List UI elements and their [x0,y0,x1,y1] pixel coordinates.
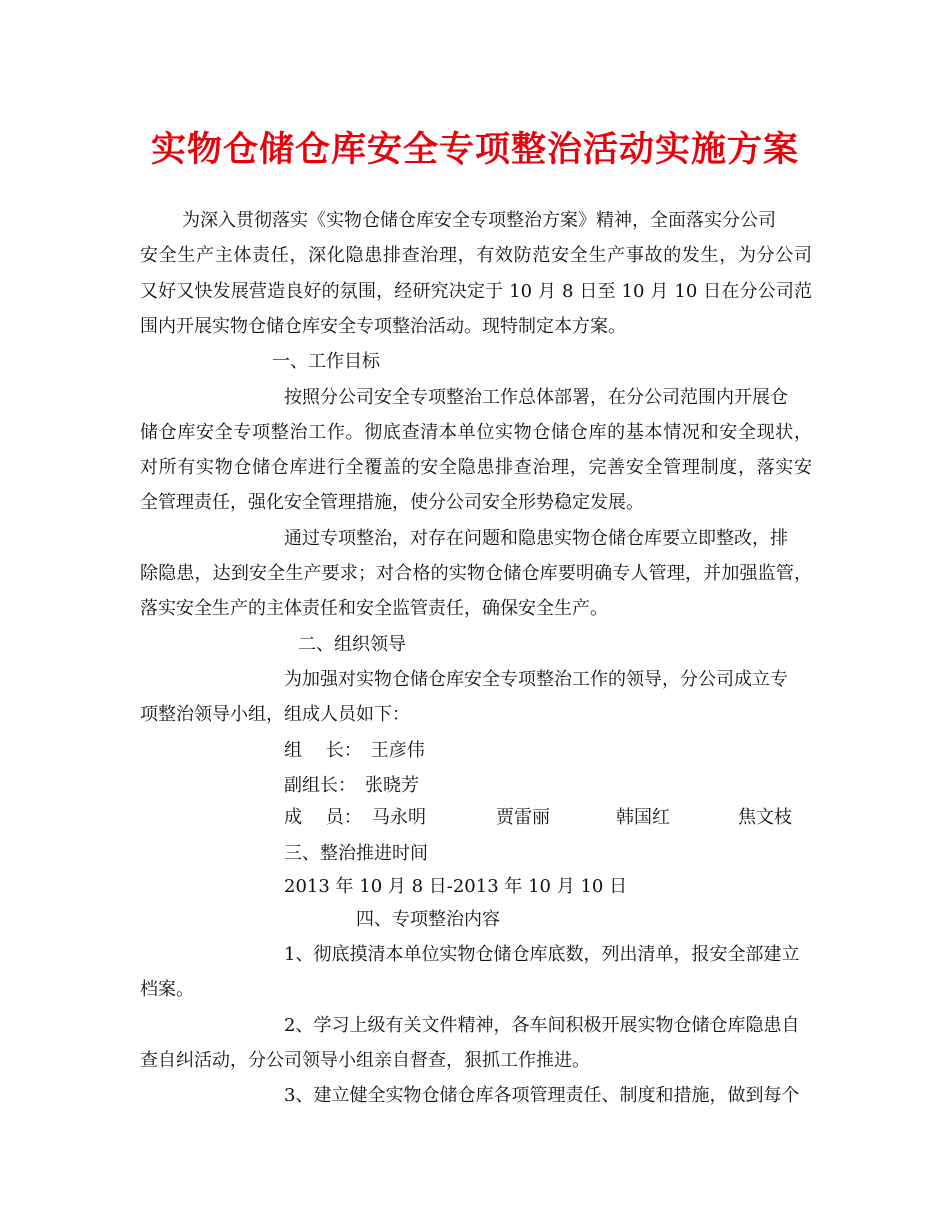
text-line: 通过专项整治，对存在问题和隐患实物仓储仓库要立即整改，排 [284,528,788,549]
members-label: 成 员： [284,807,362,828]
member-name: 焦文枝 [738,807,792,828]
document-title: 实物仓储仓库安全专项整治活动实施方案 [150,130,799,170]
leader-line: 组 长： 王彦伟 [284,740,425,761]
text-line: 为加强对实物仓储仓库安全专项整治工作的领导，分公司成立专 [284,669,788,690]
text-line: 储仓库安全专项整治工作。彻底查清本单位实物仓储仓库的基本情况和安全现状， [140,422,812,443]
text-line: 1、彻底摸清本单位实物仓储仓库底数，列出清单，报安全部建立 [284,944,800,965]
member-name: 贾雷丽 [496,807,550,828]
section-heading: 一、工作目标 [272,351,380,372]
text-line: 又好又快发展营造良好的氛围，经研究决定于 10 月 8 日至 10 月 10 日在分公司范 [140,281,812,302]
text-line: 对所有实物仓储仓库进行全覆盖的安全隐患排查治理，完善安全管理制度，落实安 [140,457,812,478]
text-line: 全管理责任，强化安全管理措施，使分公司安全形势稳定发展。 [140,492,644,513]
text-line: 档案。 [140,979,194,1000]
text-line: 查自纠活动，分公司领导小组亲自督查，狠抓工作推进。 [140,1050,590,1071]
section-heading: 四、专项整治内容 [356,909,500,930]
member-name: 马永明 [372,807,426,828]
text-line: 按照分公司安全专项整治工作总体部署，在分公司范围内开展仓 [284,387,788,408]
text-line: 落实安全生产的主体责任和安全监管责任，确保安全生产。 [140,598,608,619]
section-heading: 二、组织领导 [298,634,406,655]
text-line: 安全生产主体责任，深化隐患排查治理，有效防范安全生产事故的发生，为分公司 [140,245,812,266]
deputy-leader-line: 副组长： 张晓芳 [284,775,419,796]
section-heading: 三、整治推进时间 [284,843,428,864]
member-name: 韩国红 [616,807,670,828]
text-line: 围内开展实物仓储仓库安全专项整治活动。现特制定本方案。 [140,316,626,337]
members-line [284,806,792,830]
text-line: 3、建立健全实物仓储仓库各项管理责任、制度和措施，做到每个 [284,1085,800,1106]
text-line: 2、学习上级有关文件精神，各车间积极开展实物仓储仓库隐患自 [284,1015,800,1036]
text-line: 项整治领导小组，组成人员如下： [140,704,410,725]
text-line: 除隐患，达到安全生产要求；对合格的实物仓储仓库要明确专人管理，并加强监管， [140,563,812,584]
date-range: 2013 年 10 月 8 日-2013 年 10 月 10 日 [284,876,628,897]
text-line: 为深入贯彻落实《实物仓储仓库安全专项整治方案》精神，全面落实分公司 [182,210,776,231]
